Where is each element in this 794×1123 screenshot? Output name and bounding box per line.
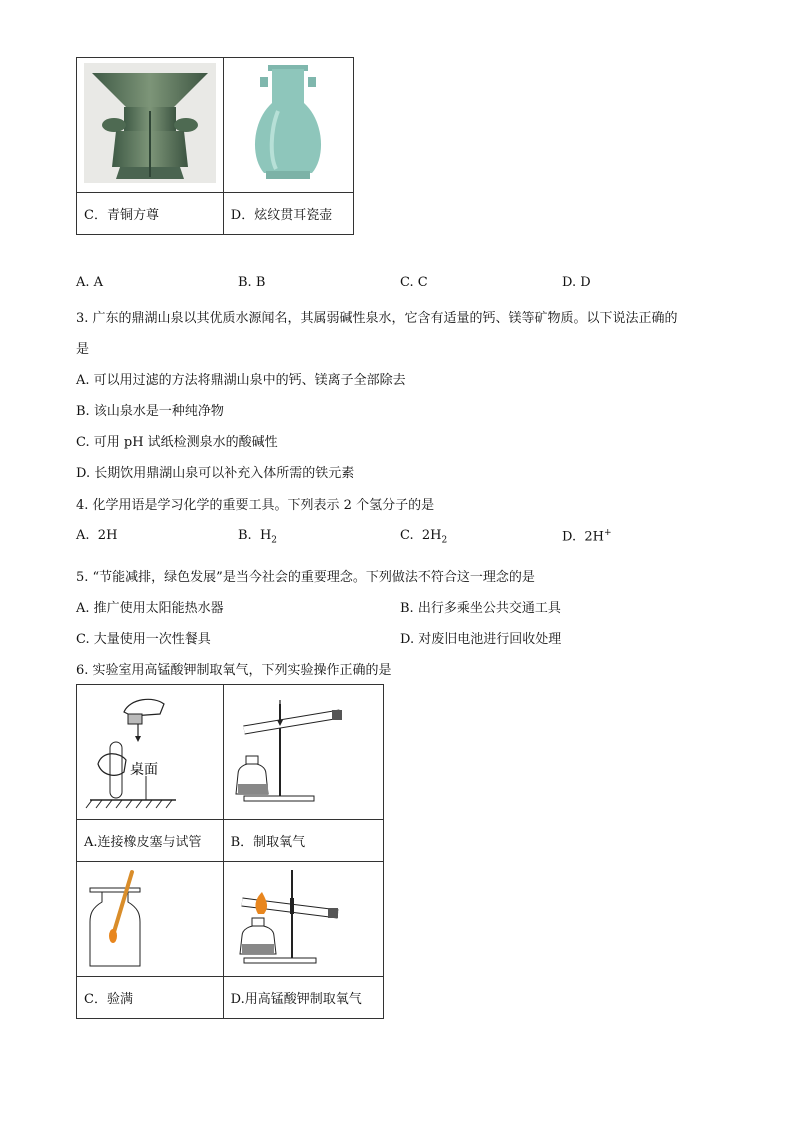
q2-option-d[interactable]: D. D xyxy=(562,275,591,290)
q6-option-a-caption[interactable]: A.连接橡皮塞与试管 xyxy=(77,820,224,862)
q4-option-letter: C. xyxy=(400,528,414,543)
q2-option-c-caption: C．青铜方尊 xyxy=(77,193,224,235)
gas-jar-check-full-illustration xyxy=(80,862,220,972)
q4-option-letter: A. xyxy=(76,528,90,543)
q6-a-image-cell xyxy=(77,685,224,820)
q4-formula-subscript: 2 xyxy=(271,535,278,546)
q4-formula: 2H xyxy=(584,529,604,545)
q4-option-a[interactable] xyxy=(76,528,117,543)
kmno4-heating-illustration xyxy=(228,862,378,972)
celadon-vase-image-cell xyxy=(223,58,353,193)
q4-formula: 2H xyxy=(421,528,442,543)
q2-option-d-caption: D．炫纹贯耳瓷壶 xyxy=(223,193,353,235)
q4-formula: H xyxy=(259,528,272,543)
q6-option-b-caption[interactable]: B．制取氧气 xyxy=(223,820,383,862)
celadon-vase-image xyxy=(248,61,328,185)
q3-stem-line2: 是 xyxy=(76,342,90,357)
q4-option-letter: B. xyxy=(238,528,252,543)
q3-option-a[interactable]: A. 可以用过滤的方法将鼎湖山泉中的钙、镁离子全部除去 xyxy=(76,373,406,388)
q4-stem: 4. 化学用语是学习化学的重要工具。下列表示 2 个氢分子的是 xyxy=(76,498,435,513)
oxygen-setup-illustration xyxy=(228,686,378,814)
q2-option-b[interactable]: B. B xyxy=(238,275,266,290)
bronze-vessel-image-cell xyxy=(77,58,224,193)
q3-option-c[interactable]: C. 可用 pH 试纸检测泉水的酸碱性 xyxy=(76,435,278,450)
q4-formula: 2H xyxy=(97,528,118,543)
q5-option-b[interactable]: B. 出行多乘坐公共交通工具 xyxy=(400,601,561,616)
desk-label: 桌面 xyxy=(129,762,158,778)
bronze-zun-image xyxy=(84,63,216,183)
q3-option-b[interactable]: B. 该山泉水是一种纯净物 xyxy=(76,404,224,419)
q3-stem-line1: 3. 广东的鼎湖山泉以其优质水源闻名，其属弱碱性泉水，它含有适量的钙、镁等矿物质。以下说法正确的 xyxy=(76,311,678,326)
q6-option-d-caption[interactable]: D.用高锰酸钾制取氧气 xyxy=(223,977,383,1019)
q6-stem: 6. 实验室用高锰酸钾制取氧气，下列实验操作正确的是 xyxy=(76,663,392,678)
q2-option-c[interactable]: C. C xyxy=(400,275,428,290)
q2-image-table xyxy=(76,57,354,235)
q3-option-d[interactable]: D. 长期饮用鼎湖山泉可以补充入体所需的铁元素 xyxy=(76,466,355,481)
q4-option-letter: D. xyxy=(562,529,577,545)
q6-option-c-caption[interactable]: C．验满 xyxy=(77,977,224,1019)
q4-formula-subscript: 2 xyxy=(441,535,448,546)
q6-image-table xyxy=(76,684,384,1019)
q6-c-image-cell xyxy=(77,862,224,977)
q4-option-c[interactable] xyxy=(400,528,447,546)
q5-option-a[interactable]: A. 推广使用太阳能热水器 xyxy=(76,601,224,616)
q4-option-d[interactable] xyxy=(562,528,612,544)
q2-option-a[interactable]: A. A xyxy=(76,275,104,290)
q6-b-image-cell xyxy=(223,685,383,820)
q6-d-image-cell xyxy=(223,862,383,977)
q4-formula-superscript: + xyxy=(603,528,612,538)
q4-option-b[interactable] xyxy=(238,528,277,546)
q5-option-d[interactable]: D. 对废旧电池进行回收处理 xyxy=(400,632,562,647)
q5-stem: 5. “节能减排，绿色发展”是当今社会的重要理念。下列做法不符合这一理念的是 xyxy=(76,570,535,585)
q5-option-c[interactable]: C. 大量使用一次性餐具 xyxy=(76,632,211,647)
stopper-test-tube-illustration xyxy=(80,686,220,814)
